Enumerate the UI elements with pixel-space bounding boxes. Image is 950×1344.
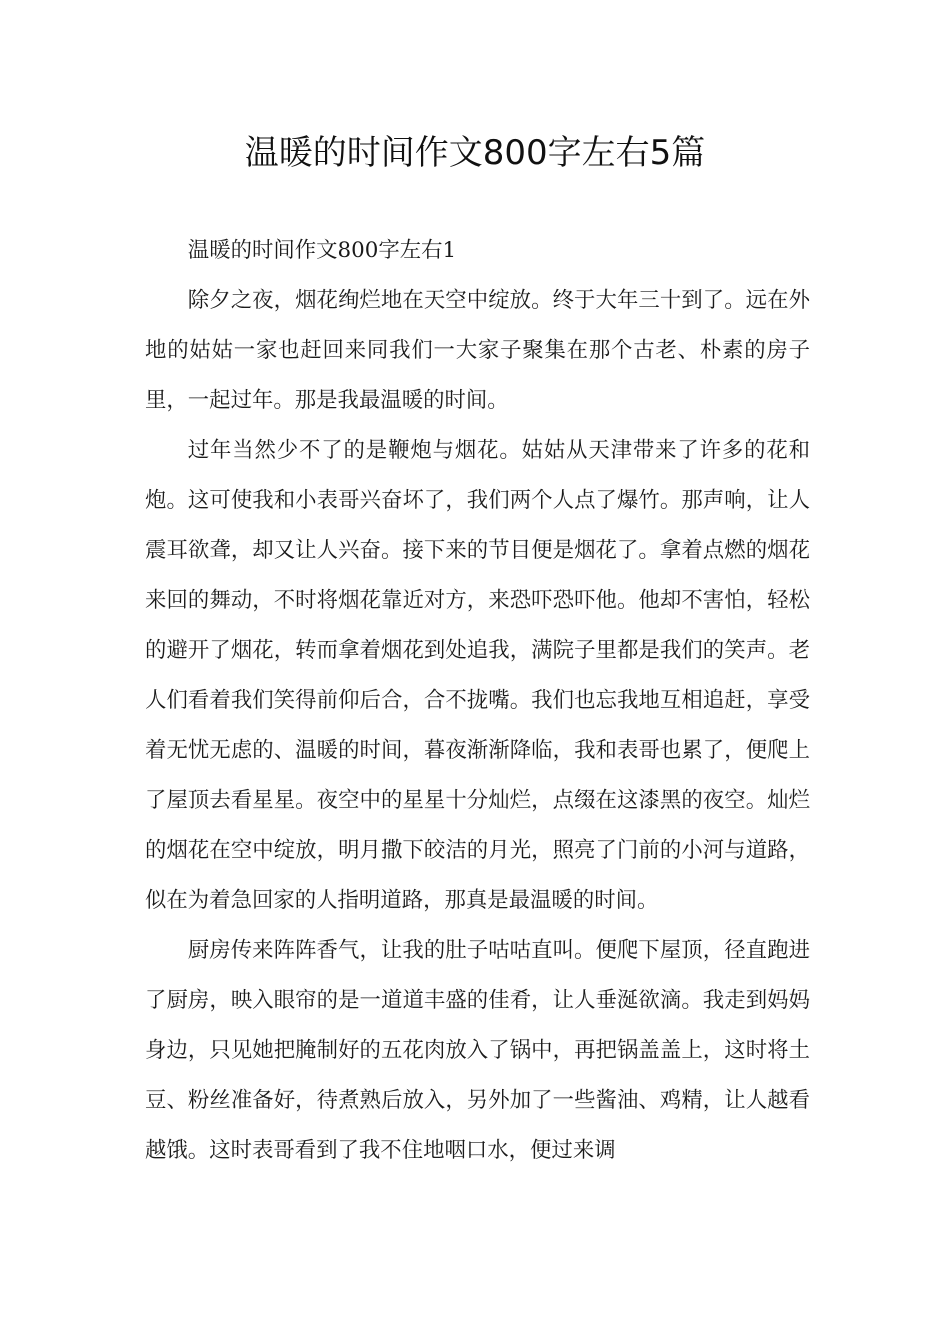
section-heading: 温暖的时间作文800字左右1 bbox=[187, 238, 457, 263]
paragraph-1: 除夕之夜，烟花绚烂地在天空中绽放。终于大年三十到了。远在外地的姑姑一家也赶回来同我们一大家子聚集在那个古老、朴素的房子里，一起过年。那是我最温暖的时间。 bbox=[145, 288, 810, 413]
document-body bbox=[145, 226, 810, 1176]
paragraph-2: 过年当然少不了的是鞭炮与烟花。姑姑从天津带来了许多的花和炮。这可使我和小表哥兴奋坏了，我们两个人点了爆竹。那声响，让人震耳欲聋，却又让人兴奋。接下来的节目便是烟花了。拿着点燃的烟花来回的舞动，不时将烟花靠近对方，来恐吓恐吓他。他却不害怕，轻松的避开了烟花，转而拿着烟花到处追我，满院子里都是我们的笑声。老人们看着我们笑得前仰后合，合不拢嘴。我们也忘我地互相追赶，享受着无忧无虑的、温暖的时间，暮夜渐渐降临，我和表哥也累了，便爬上了屋顶去看星星。夜空中的星星十分灿烂，点缀在这漆黑的夜空。灿烂的烟花在空中绽放，明月撒下皎洁的月光，照亮了门前的小河与道路，似在为着急回家的人指明道路，那真是最温暖的时间。 bbox=[145, 438, 810, 913]
paragraph-3: 厨房传来阵阵香气，让我的肚子咕咕直叫。便爬下屋顶，径直跑进了厨房，映入眼帘的是一道道丰盛的佳肴，让人垂涎欲滴。我走到妈妈身边，只见她把腌制好的五花肉放入了锅中，再把锅盖盖上，这时将土豆、粉丝准备好，待煮熟后放入，另外加了一些酱油、鸡精，让人越看越饿。这时表哥看到了我不住地咽口水，便过来调 bbox=[145, 938, 810, 1163]
document-title: 温暖的时间作文800字左右5篇 bbox=[244, 133, 706, 173]
